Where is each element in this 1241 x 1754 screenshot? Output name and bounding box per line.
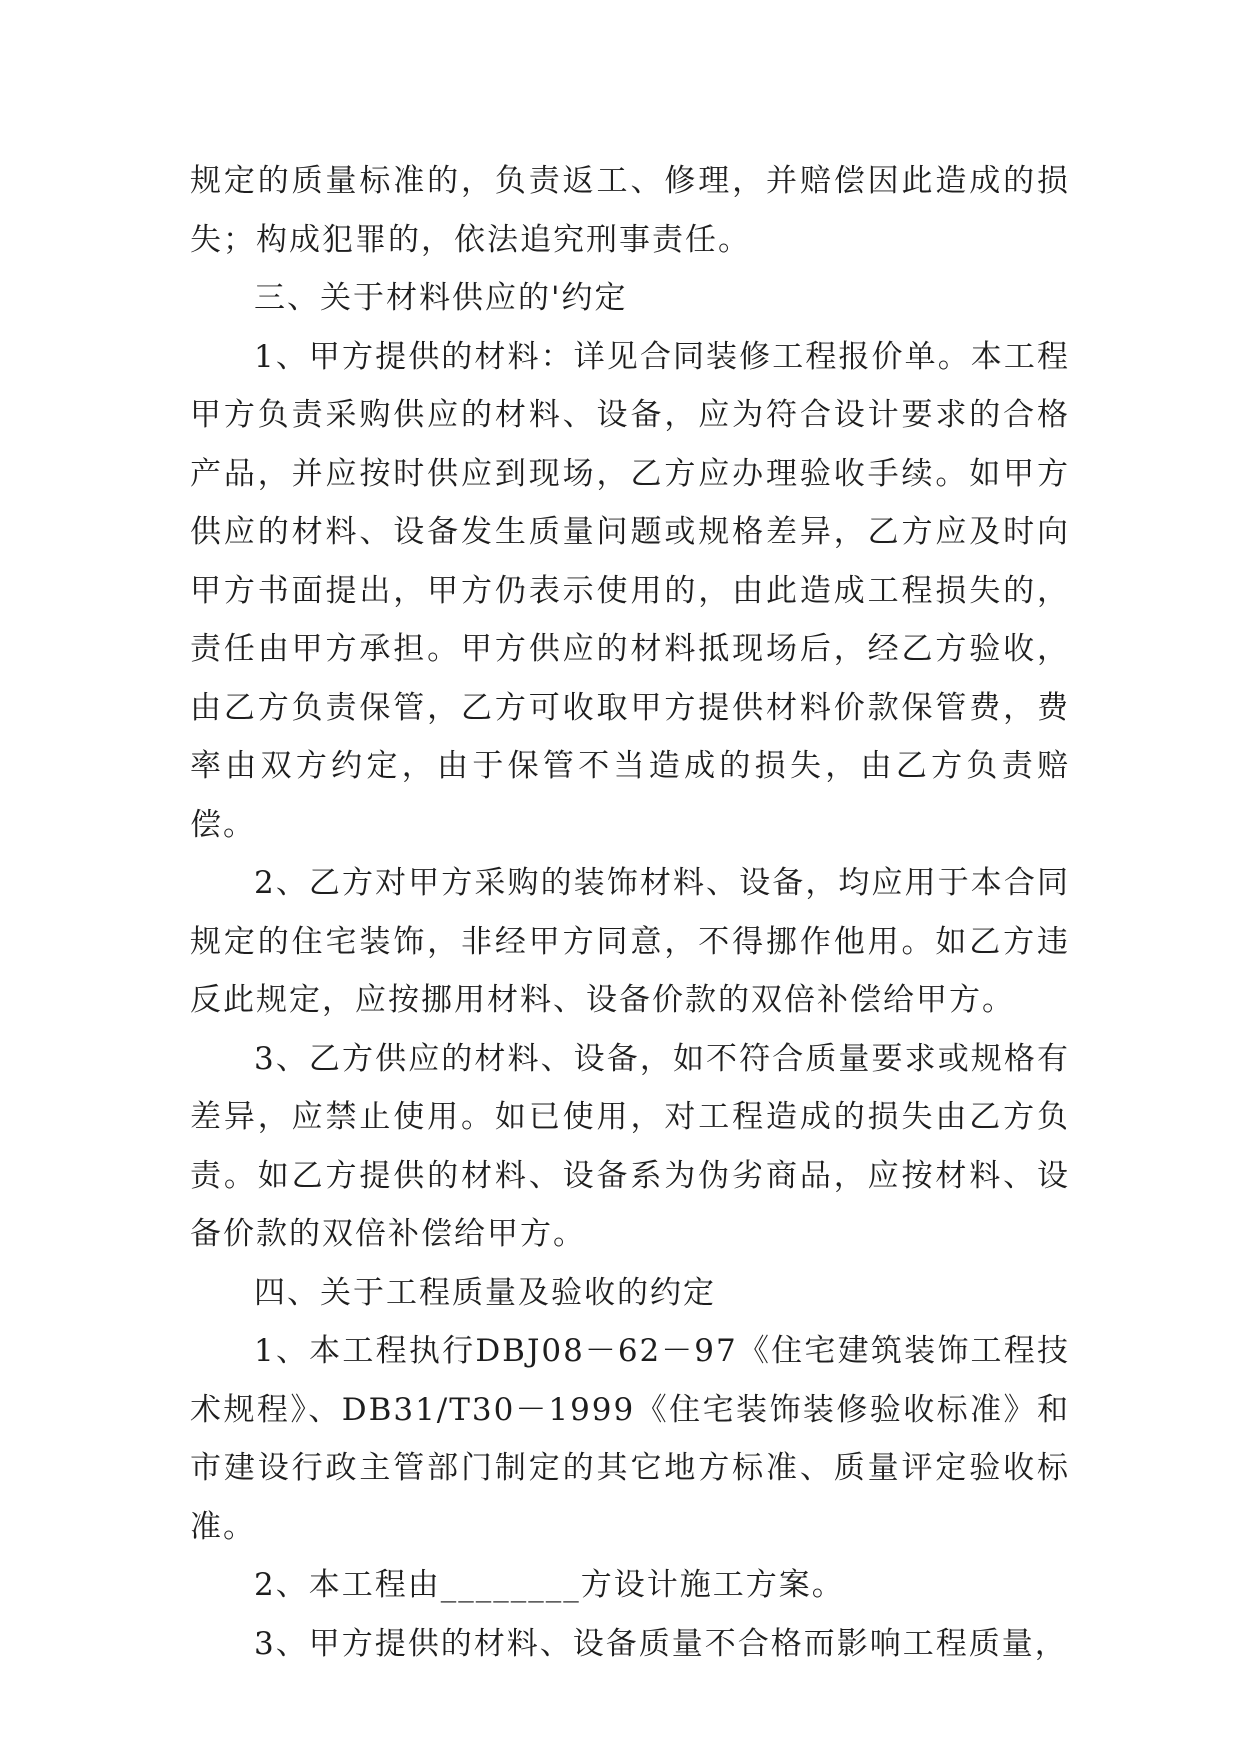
clause-4-1: 1、本工程执行DBJ08－62－97《住宅建筑装饰工程技术规程》、DB31/T30－1999《住宅装饰装修验收标准》和市建设行政主管部门制定的其它地方标准、质量评定验收标准。 xyxy=(190,1333,1070,1545)
clause-3-3: 3、乙方供应的材料、设备，如不符合质量要求或规格有差异，应禁止使用。如已使用，对工程造成的损失由乙方负责。如乙方提供的材料、设备系为伪劣商品，应按材料、设备价款的双倍补偿给甲方。 xyxy=(190,1040,1070,1252)
clause-3-2: 2、乙方对甲方采购的装饰材料、设备，均应用于本合同规定的住宅装饰，非经甲方同意，不得挪作他用。如乙方违反此规定，应按挪用材料、设备价款的双倍补偿给甲方。 xyxy=(190,865,1070,1018)
document-body xyxy=(190,152,1070,1673)
clause-4-3: 3、甲方提供的材料、设备质量不合格而影响工程质量， xyxy=(254,1625,1068,1662)
section-heading-quality-acceptance: 四、关于工程质量及验收的约定 xyxy=(254,1274,716,1311)
paragraph-continuation: 规定的质量标准的，负责返工、修理，并赔偿因此造成的损失；构成犯罪的，依法追究刑事责任。 xyxy=(190,163,1070,258)
section-heading-material-supply: 三、关于材料供应的'约定 xyxy=(254,280,628,316)
clause-4-2: 2、本工程由________方设计施工方案。 xyxy=(254,1567,845,1603)
clause-3-1: 1、甲方提供的材料：详见合同装修工程报价单。本工程甲方负责采购供应的材料、设备，应为符合设计要求的合格产品，并应按时供应到现场，乙方应办理验收手续。如甲方供应的材料、设备发生质量问题或规格差异，乙方应及时向甲方书面提出，甲方仍表示使用的，由此造成工程损失的，责任由甲方承担。甲方供应的材料抵现场后，经乙方验收，由乙方负责保管，乙方可收取甲方提供材料价款保管费，费率由双方约定，由于保管不当造成的损失，由乙方负责赔偿。 xyxy=(190,338,1070,843)
